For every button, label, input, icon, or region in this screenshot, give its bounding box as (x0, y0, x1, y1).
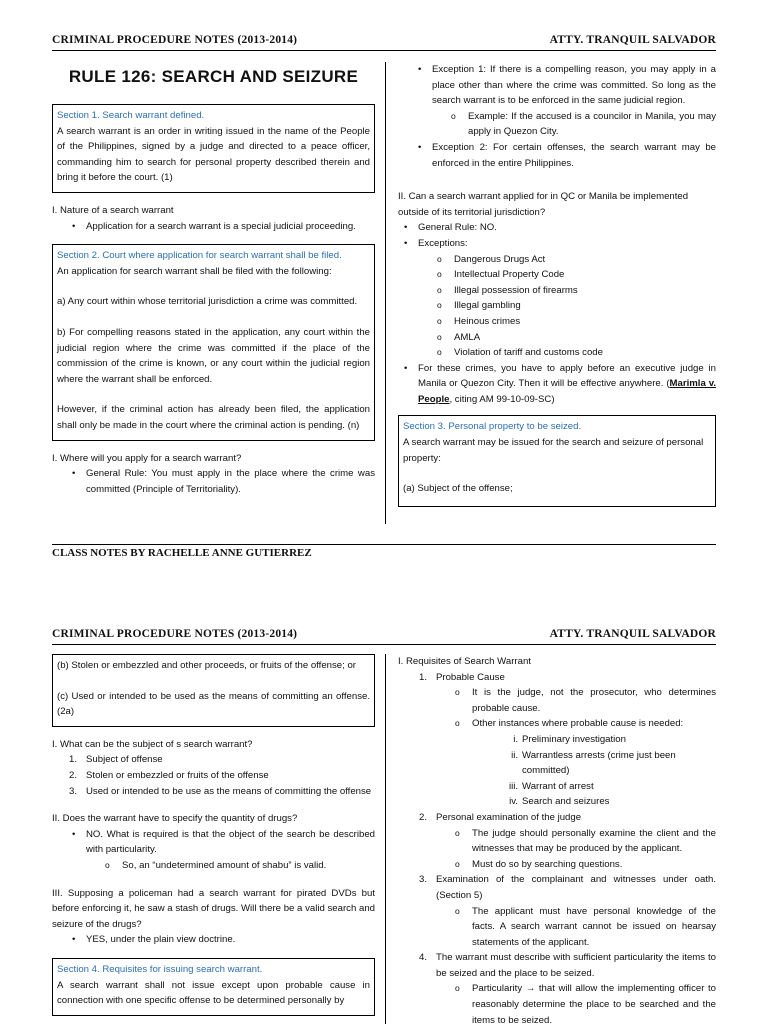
section-3-body: A search warrant may be issued for the search and seizure of personal property: (403, 437, 704, 464)
roman-list-item (508, 779, 716, 795)
subject-list-item (69, 784, 375, 800)
roman-text: Search and seizures (522, 796, 610, 808)
roman-numeral: i. (513, 733, 518, 745)
exception-list-item: o Heinous crimes (454, 314, 716, 330)
header-right: ATTY. TRANQUIL SALVADOR (549, 34, 716, 46)
dvd-question: III. Supposing a policeman had a search warrant for pirated DVDs but before enforcing it, he saw a stash of drugs. Will there be a valid search and seizure of the drugs? (52, 887, 375, 930)
exception-2: • Exception 2: For certain offenses, the search warrant may be enforced in the entire Philippines. (432, 140, 716, 171)
right-column-2 (398, 654, 716, 1024)
exception-list-item: o Intellectual Property Code (454, 267, 716, 283)
list-number: 2. (69, 769, 78, 781)
question-2: II. Can a search warrant applied for in QC or Manila be implemented outside of its territorial jurisdiction? (398, 191, 689, 218)
left-column-2 (52, 654, 375, 1024)
section-3-a: (a) Subject of the offense; (403, 483, 513, 495)
requisites-list (398, 670, 716, 1024)
section-2-intro: An application for search warrant shall be filed with the following: (57, 265, 332, 277)
rule-title: RULE 126: SEARCH AND SEIZURE (68, 67, 359, 86)
section-2-box (52, 244, 375, 440)
roman-numeral: iii. (508, 780, 518, 792)
section-1-box (52, 104, 375, 193)
page-header-2 (52, 628, 716, 645)
exceptions-label: Exceptions: (418, 237, 468, 249)
subject-question: I. What can be the subject of s search warrant? (52, 738, 253, 750)
exception-list (418, 252, 716, 361)
left-column (52, 62, 375, 497)
section-3-continued-box (52, 654, 375, 727)
roman-numeral: ii. (511, 749, 518, 761)
list-text: Stolen or embezzled or fruits of the offense (86, 769, 269, 781)
section-4-box (52, 958, 375, 1016)
section-2-b: b) For compelling reasons stated in the application, any court within the judicial region where the crime was committed if the place of the commission of the crime is known, or any court within the judicial region where the warrant shall be enforced. (57, 326, 370, 385)
dvd-bullet: • YES, under the plain view doctrine. (86, 932, 375, 948)
roman-numeral: iv. (509, 796, 518, 808)
requisite-1-a: o It is the judge, not the prosecutor, who determines probable cause. (472, 685, 716, 716)
exceptions-item (418, 236, 716, 361)
nature-bullet: • Application for a search warrant is a special judicial proceeding. (86, 219, 375, 235)
where-heading: I. Where will you apply for a search warrant? (52, 452, 242, 464)
roman-list-item (511, 748, 716, 779)
requisites-heading: I. Requisites of Search Warrant (398, 656, 531, 667)
requisite-2-a: o The judge should personally examine the client and the witnesses that may be produced by the applicant. (472, 826, 716, 857)
quantity-bullet: • NO. What is required is that the object of the search be described with particularity. o So, an “undetermined amount of shabu” is valid. (86, 827, 375, 874)
exception-1-example: o Example: If the accused is a councilor in Manila, you may apply in Quezon City. (468, 109, 716, 140)
requisite-3-a: o The applicant must have personal knowledge of the facts. A search warrant cannot be issued on hearsay statements of the applicant. (472, 904, 716, 951)
requisite-4-a: o Particularity → that will allow the implementing officer to reasonably determine the place to be searched and the items to be seized. (472, 981, 716, 1024)
exception-1 (432, 62, 716, 140)
roman-list (472, 732, 716, 810)
exception-list-item: o Dangerous Drugs Act (454, 252, 716, 268)
quantity-sub: o So, an “undetermined amount of shabu” is valid. (122, 858, 375, 874)
section-1-heading: Section 1. Search warrant defined. (57, 110, 205, 121)
for-these-crimes: • For these crimes, you have to apply before an executive judge in Manila or Quezon City. Then it will be effective anywhere. (Marimla v. People, citing AM 99-10-09-SC) (418, 361, 716, 408)
page-footer: CLASS NOTES BY RACHELLE ANNE GUTIERREZ (52, 544, 716, 559)
right-column (398, 62, 716, 517)
general-rule: • General Rule: NO. (418, 220, 716, 236)
section-4-body: A search warrant shall not issue except upon probable cause in connection with one specific offense to be determined personally by (57, 979, 370, 1007)
exception-list-item: o AMLA (454, 330, 716, 346)
subject-list (52, 752, 375, 799)
requisite-2: 2. Personal examination of the judge o The judge should personally examine the client and the witnesses that may be produced by the applicant. o Must do so by searching questions. (436, 810, 716, 872)
section-2-a: a) Any court within whose territorial jurisdiction a crime was committed. (57, 296, 358, 308)
section-2-heading: Section 2. Court where application for search warrant shall be filed. (57, 250, 342, 262)
section-4-heading: Section 4. Requisites for issuing search warrant. (57, 963, 263, 975)
column-divider-2 (385, 654, 386, 1024)
column-divider (385, 62, 386, 524)
section-3-box (398, 415, 716, 507)
section-3-b: (b) Stolen or embezzled and other proceeds, or fruits of the offense; or (57, 660, 356, 671)
subject-list-item (69, 768, 375, 784)
exception-list-item: o Illegal possession of firearms (454, 283, 716, 299)
requisite-1: 1. Probable Cause o It is the judge, not the prosecutor, who determines probable cause. o Other instances where probable cause is needed: i. Preliminary investigation ii. Warrantless arrests (crime just been committed) iii. Warrant of arrest iv. Search and seizures (436, 670, 716, 810)
where-bullet: • General Rule: You must apply in the place where the crime was committed (Principle of Territoriality). (86, 466, 375, 497)
roman-text: Preliminary investigation (522, 733, 626, 745)
requisite-2-b: o Must do so by searching questions. (472, 857, 716, 873)
page-2 (0, 620, 768, 1024)
requisite-3: 3. Examination of the complainant and witnesses under oath. (Section 5) o The applicant must have personal knowledge of the facts. A search warrant cannot be issued on hearsay statements of the applicant. (436, 872, 716, 950)
roman-list-item (509, 794, 716, 810)
header-left-2: CRIMINAL PROCEDURE NOTES (2013-2014) (52, 628, 298, 640)
case-citation: Marimla v. People (418, 378, 716, 405)
exception-list-item: o Illegal gambling (454, 298, 716, 314)
nature-heading: I. Nature of a search warrant (52, 204, 174, 216)
list-number: 1. (69, 754, 78, 766)
roman-text: Warrantless arrests (crime just been committed) (522, 749, 676, 777)
section-1-body: A search warrant is an order in writing issued in the name of the People of the Philippines, signed by a judge and directed to a peace officer, commanding him to search for personal property described therein and bring it before the court. (1) (57, 125, 370, 184)
requisite-4: 4. The warrant must describe with sufficient particularity the items to be seized and the place to be seized. o Particularity → that will allow the implementing officer to reasonably determine the place to be searched and the items to be seized. (436, 950, 716, 1024)
exception-1-text: Exception 1: If there is a compelling reason, you may apply in a place other than where the crime was committed. So long as the search warrant is to be enforced in the same judicial region. (432, 64, 716, 107)
list-text: Used or intended to be use as the means of committing the offense (86, 785, 372, 797)
header-left: CRIMINAL PROCEDURE NOTES (2013-2014) (52, 34, 298, 46)
subject-list-item (69, 752, 375, 768)
page-header (52, 34, 716, 51)
list-text: Subject of offense (86, 754, 163, 766)
requisite-1-b: o Other instances where probable cause is needed: i. Preliminary investigation ii. Warrantless arrests (crime just been committed) iii. Warrant of arrest iv. Search and seizures (472, 716, 716, 810)
exception-list-item: o Violation of tariff and customs code (454, 345, 716, 361)
section-2-c: However, if the criminal action has already been filed, the application shall only be made in the court where the criminal action is pending. (n) (57, 404, 370, 431)
list-number: 3. (69, 785, 78, 797)
roman-text: Warrant of arrest (522, 780, 594, 792)
quantity-question: II. Does the warrant have to specify the quantity of drugs? (52, 813, 298, 825)
roman-list-item (513, 732, 716, 748)
section-3-heading: Section 3. Personal property to be seized. (403, 421, 582, 433)
header-right-2: ATTY. TRANQUIL SALVADOR (549, 628, 716, 640)
section-3-c: (c) Used or intended to be used as the means of committing an offense. (2a) (57, 690, 370, 718)
